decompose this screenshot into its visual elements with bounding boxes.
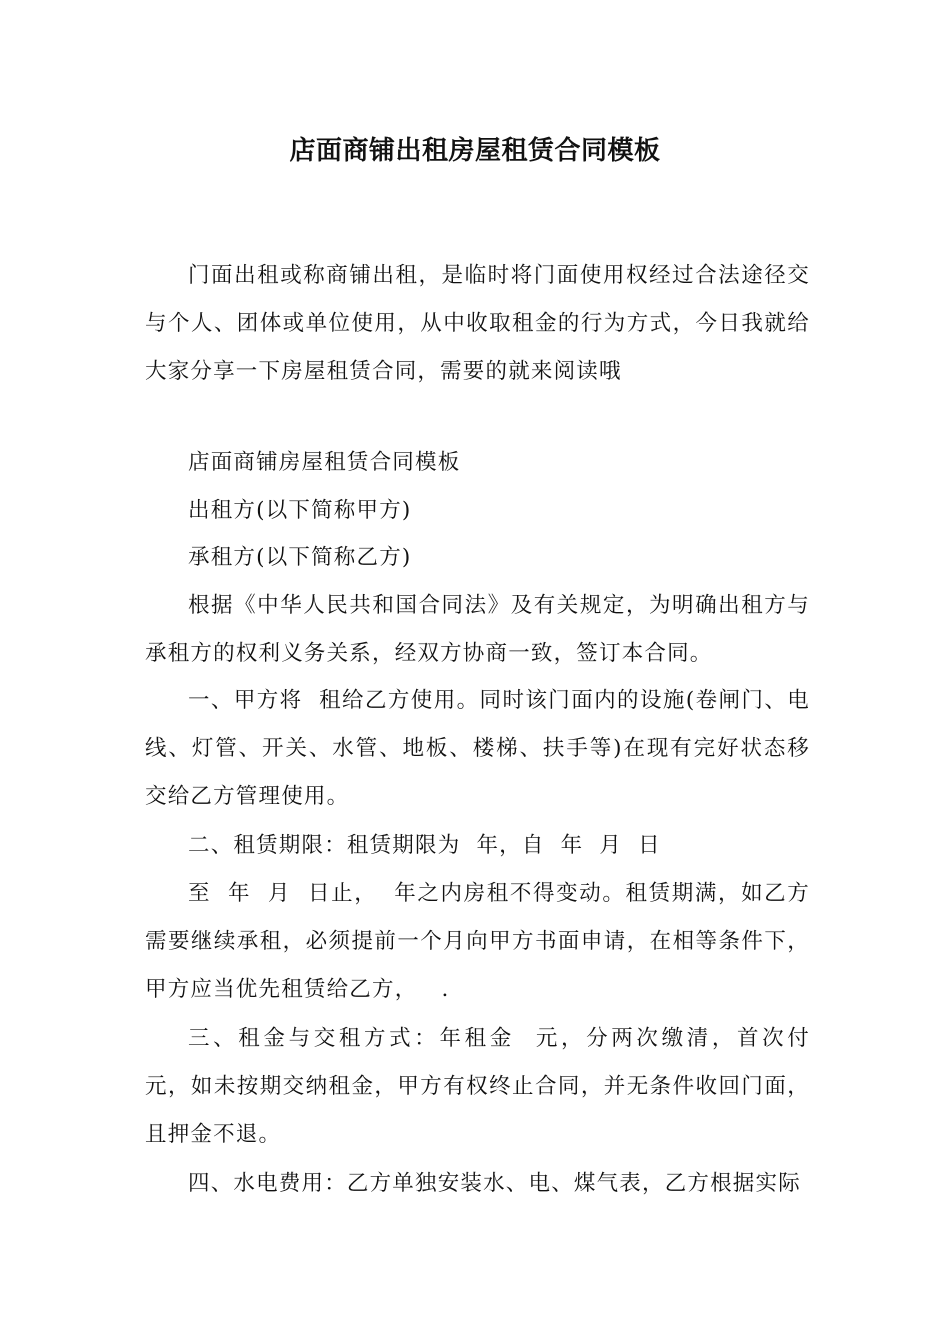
paragraph-lessor: 出租方(以下简称甲方): [188, 498, 412, 523]
intro-paragraph: 门面出租或称商铺出租，是临时将门面使用权经过合法途径交与个人、团体或单位使用，从中收取租金的行为方式，今日我就给大家分享一下房屋租赁合同，需要的就来阅读哦: [145, 263, 810, 384]
paragraph-clause-2: 二、租赁期限：租赁期限为 年，自 年 月 日: [188, 833, 661, 858]
paragraph-legal-basis: 根据《中华人民共和国合同法》及有关规定，为明确出租方与承租方的权利义务关系，经双方协商一致，签订本合同。: [145, 593, 810, 666]
paragraph-clause-1: 一、甲方将 租给乙方使用。同时该门面内的设施(卷闸门、电线、灯管、开关、水管、地板、楼梯、扶手等)在现有完好状态移交给乙方管理使用。: [145, 688, 810, 809]
paragraph-lessee: 承租方(以下简称乙方): [188, 545, 412, 570]
paragraph-clause-4: 四、水电费用：乙方单独安装水、电、煤气表，乙方根据实际: [188, 1171, 801, 1196]
paragraph-clause-2-cont: 至 年 月 日止， 年之内房租不得变动。租赁期满，如乙方需要继续承租，必须提前一个月向甲方书面申请，在相等条件下，甲方应当优先租赁给乙方， .: [145, 881, 810, 1002]
paragraph-contract-heading: 店面商铺房屋租赁合同模板: [188, 450, 461, 475]
document-title: 店面商铺出租房屋租赁合同模板: [289, 136, 661, 166]
paragraph-clause-3: 三、租金与交租方式：年租金 元，分两次缴清，首次付 元，如未按期交纳租金，甲方有权终止合同，并无条件收回门面，且押金不退。: [145, 1026, 827, 1147]
